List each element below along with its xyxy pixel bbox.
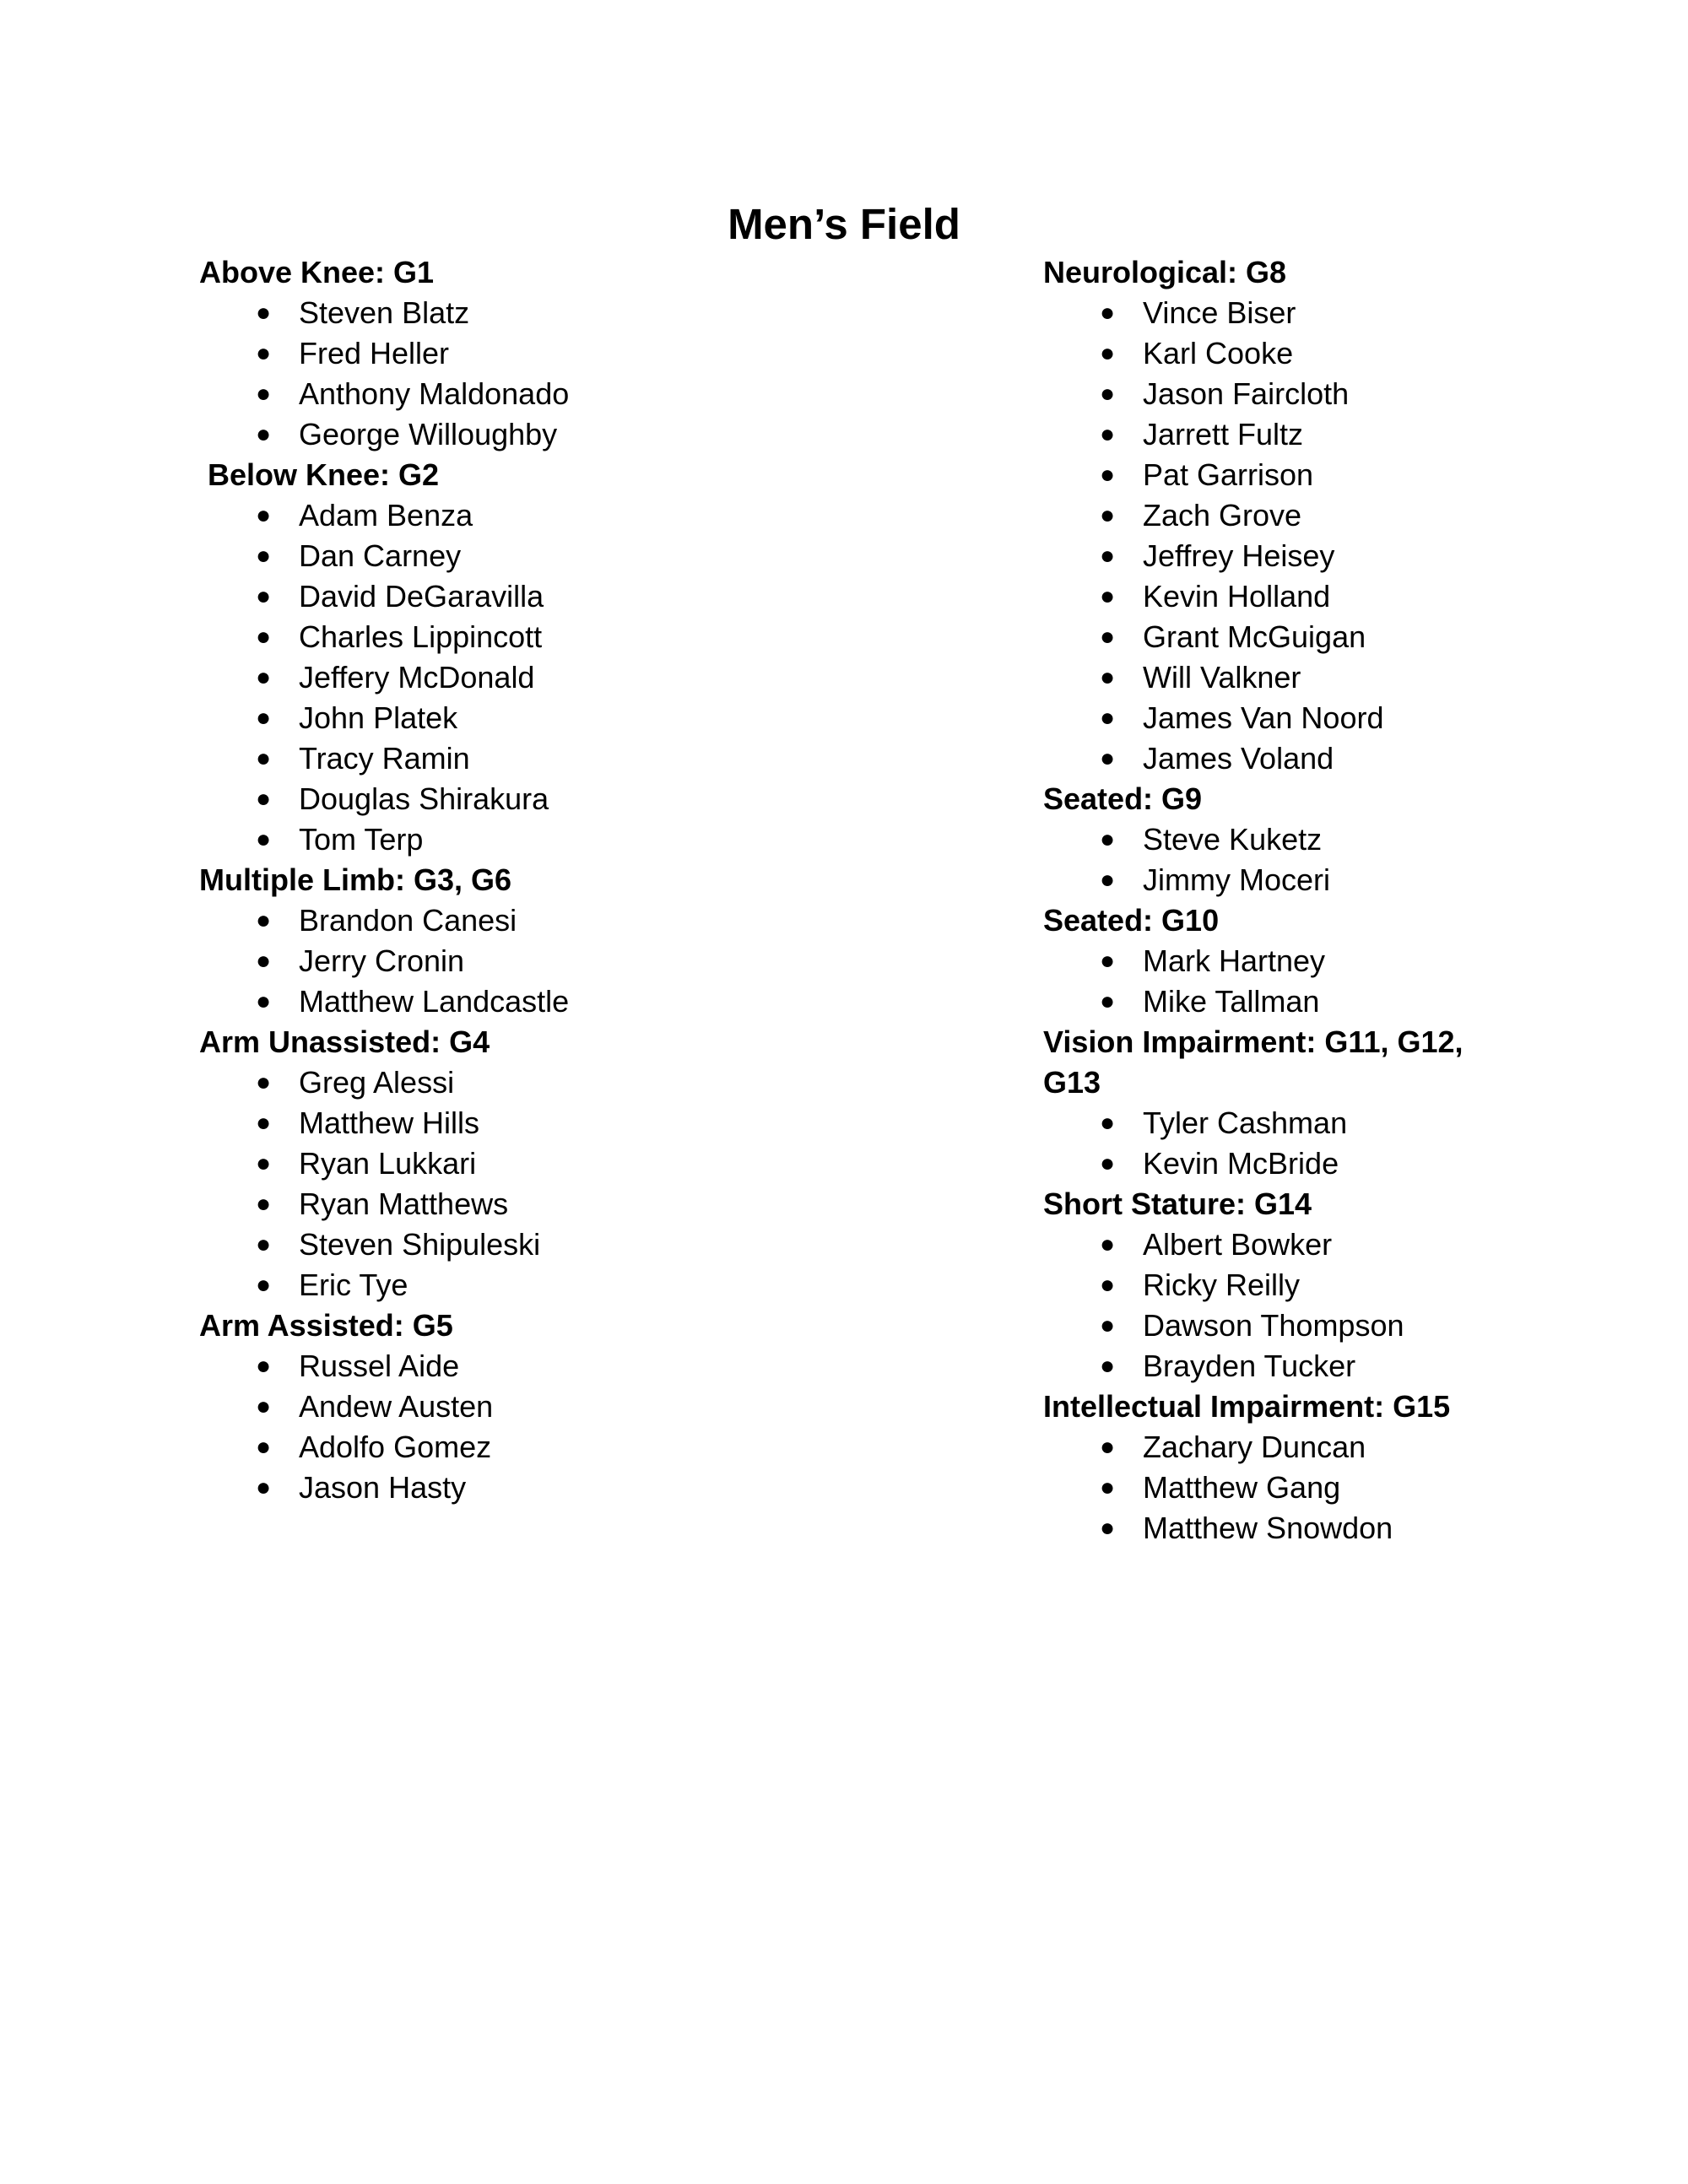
bullet-icon: ● [255, 1352, 272, 1380]
athlete-name: Jeffery McDonald [299, 660, 535, 695]
list-item [1043, 1427, 1516, 1468]
athlete-name: Zach Grove [1143, 498, 1302, 532]
group-heading: Neurological: G8 [1043, 255, 1287, 289]
list-item [1043, 374, 1516, 414]
athlete-name: Mike Tallman [1143, 984, 1320, 1019]
list-item [199, 698, 959, 738]
group-heading: Seated: G10 [1043, 903, 1220, 938]
classification-group [199, 252, 959, 455]
list-item [199, 1427, 959, 1468]
list-item [1043, 536, 1516, 576]
bullet-icon: ● [255, 663, 272, 691]
list-item [199, 495, 959, 536]
bullet-icon: ● [1099, 947, 1116, 975]
athlete-name: David DeGaravilla [299, 579, 544, 614]
athlete-name: Kevin McBride [1143, 1146, 1339, 1181]
bullet-icon: ● [255, 906, 272, 934]
athlete-name: Jason Hasty [299, 1470, 467, 1505]
bullet-icon: ● [255, 785, 272, 813]
classification-group [199, 1306, 959, 1508]
group-heading: Seated: G9 [1043, 781, 1203, 816]
list-item [1043, 1508, 1516, 1549]
bullet-icon: ● [1099, 380, 1116, 408]
list-item [1043, 1103, 1516, 1143]
athlete-name: Brandon Canesi [299, 903, 517, 938]
list-item [199, 414, 959, 455]
list-item [1043, 698, 1516, 738]
list-item [199, 1468, 959, 1508]
athlete-name: Jerry Cronin [299, 943, 465, 978]
right-column [1043, 252, 1516, 1549]
bullet-icon: ● [1099, 542, 1116, 570]
athlete-name: Grant McGuigan [1143, 619, 1366, 654]
bullet-icon: ● [1099, 663, 1116, 691]
athlete-name: Greg Alessi [299, 1065, 455, 1100]
classification-group [199, 455, 959, 860]
athlete-name: Matthew Snowdon [1143, 1511, 1393, 1545]
bullet-icon: ● [1099, 1230, 1116, 1258]
list-item [199, 1387, 959, 1427]
list-item [1043, 576, 1516, 617]
group-heading: Arm Assisted: G5 [199, 1308, 453, 1343]
bullet-icon: ● [1099, 704, 1116, 732]
classification-group [1043, 252, 1516, 779]
bullet-icon: ● [1099, 987, 1116, 1015]
athlete-name: Will Valkner [1143, 660, 1301, 695]
bullet-icon: ● [1099, 1271, 1116, 1299]
group-heading: Vision Impairment: G11, G12, G13 [1043, 1024, 1463, 1100]
classification-group [1043, 1387, 1516, 1549]
list-item [1043, 819, 1516, 860]
athlete-name: Pat Garrison [1143, 457, 1314, 492]
group-heading: Multiple Limb: G3, G6 [199, 862, 512, 897]
bullet-icon: ● [255, 1109, 272, 1137]
list-item [199, 819, 959, 860]
bullet-icon: ● [255, 1433, 272, 1461]
athlete-list [199, 900, 959, 1022]
group-heading: Arm Unassisted: G4 [199, 1024, 490, 1059]
bullet-icon: ● [1099, 623, 1116, 651]
athlete-name: Ricky Reilly [1143, 1268, 1301, 1302]
list-item [1043, 1468, 1516, 1508]
list-item [1043, 333, 1516, 374]
athlete-name: Albert Bowker [1143, 1227, 1333, 1262]
bullet-icon: ● [255, 623, 272, 651]
list-item [1043, 860, 1516, 900]
bullet-icon: ● [255, 1392, 272, 1420]
bullet-icon: ● [255, 744, 272, 772]
bullet-icon: ● [1099, 825, 1116, 853]
bullet-icon: ● [255, 299, 272, 327]
list-item [1043, 941, 1516, 981]
classification-group [199, 860, 959, 1022]
bullet-icon: ● [255, 339, 272, 367]
list-item [1043, 1224, 1516, 1265]
athlete-list [1043, 819, 1516, 900]
list-item [1043, 981, 1516, 1022]
athlete-name: Douglas Shirakura [299, 781, 549, 816]
bullet-icon: ● [255, 704, 272, 732]
athlete-name: Jimmy Moceri [1143, 862, 1330, 897]
athlete-list [199, 495, 959, 860]
bullet-icon: ● [255, 987, 272, 1015]
page-title: Men’s Field [728, 200, 960, 248]
list-item [1043, 1346, 1516, 1387]
list-item [1043, 657, 1516, 698]
bullet-icon: ● [1099, 1352, 1116, 1380]
athlete-name: Eric Tye [299, 1268, 408, 1302]
athlete-name: Anthony Maldonado [299, 376, 570, 411]
bullet-icon: ● [1099, 339, 1116, 367]
bullet-icon: ● [1099, 744, 1116, 772]
bullet-icon: ● [1099, 420, 1116, 448]
bullet-icon: ● [255, 420, 272, 448]
athlete-list [199, 1346, 959, 1508]
list-item [199, 1265, 959, 1306]
list-item [199, 374, 959, 414]
athlete-name: Kevin Holland [1143, 579, 1331, 614]
athlete-name: George Willoughby [299, 417, 558, 451]
athlete-name: Karl Cooke [1143, 336, 1294, 370]
athlete-list [1043, 1427, 1516, 1549]
bullet-icon: ● [1099, 461, 1116, 489]
athlete-list [1043, 941, 1516, 1022]
list-item [199, 293, 959, 333]
bullet-icon: ● [255, 825, 272, 853]
athlete-name: Jarrett Fultz [1143, 417, 1304, 451]
classification-group [1043, 900, 1516, 1022]
bullet-icon: ● [1099, 1149, 1116, 1177]
athlete-list [1043, 1103, 1516, 1184]
athlete-list [199, 1062, 959, 1306]
list-item [199, 333, 959, 374]
list-item [199, 981, 959, 1022]
list-item [1043, 1265, 1516, 1306]
athlete-name: Steve Kuketz [1143, 822, 1323, 857]
list-item [199, 1143, 959, 1184]
bullet-icon: ● [255, 1230, 272, 1258]
athlete-name: Brayden Tucker [1143, 1349, 1356, 1383]
list-item [1043, 617, 1516, 657]
list-item [199, 941, 959, 981]
athlete-name: Ryan Matthews [299, 1187, 509, 1221]
list-item [1043, 1306, 1516, 1346]
athlete-name: Adam Benza [299, 498, 473, 532]
list-item [199, 1224, 959, 1265]
list-item [199, 576, 959, 617]
athlete-list [1043, 1224, 1516, 1387]
bullet-icon: ● [255, 542, 272, 570]
bullet-icon: ● [255, 1271, 272, 1299]
bullet-icon: ● [255, 380, 272, 408]
athlete-name: Mark Hartney [1143, 943, 1326, 978]
bullet-icon: ● [255, 582, 272, 610]
list-item [199, 617, 959, 657]
bullet-icon: ● [1099, 1311, 1116, 1339]
athlete-name: Steven Blatz [299, 295, 470, 330]
athlete-list [199, 293, 959, 455]
athlete-name: Matthew Hills [299, 1106, 480, 1140]
group-heading: Below Knee: G2 [208, 457, 440, 492]
bullet-icon: ● [1099, 1109, 1116, 1137]
athlete-name: Matthew Landcastle [299, 984, 570, 1019]
bullet-icon: ● [255, 1473, 272, 1501]
bullet-icon: ● [1099, 1433, 1116, 1461]
athlete-name: Jason Faircloth [1143, 376, 1350, 411]
list-item [199, 657, 959, 698]
list-item [199, 738, 959, 779]
list-item [1043, 738, 1516, 779]
list-item [199, 900, 959, 941]
list-item [199, 779, 959, 819]
athlete-name: Andew Austen [299, 1389, 494, 1424]
list-item [1043, 1143, 1516, 1184]
classification-group [199, 1022, 959, 1306]
bullet-icon: ● [1099, 1473, 1116, 1501]
athlete-name: Dan Carney [299, 538, 462, 573]
bullet-icon: ● [1099, 1514, 1116, 1542]
left-column [199, 252, 959, 1508]
bullet-icon: ● [1099, 299, 1116, 327]
bullet-icon: ● [255, 1190, 272, 1218]
athlete-name: James Voland [1143, 741, 1334, 776]
bullet-icon: ● [255, 1149, 272, 1177]
list-item [199, 1062, 959, 1103]
list-item [199, 1346, 959, 1387]
group-heading: Intellectual Impairment: G15 [1043, 1389, 1451, 1424]
athlete-name: Matthew Gang [1143, 1470, 1341, 1505]
bullet-icon: ● [255, 1068, 272, 1096]
list-item [199, 536, 959, 576]
classification-group [1043, 779, 1516, 900]
group-heading: Short Stature: G14 [1043, 1187, 1312, 1221]
athlete-name: Tracy Ramin [299, 741, 470, 776]
athlete-name: Steven Shipuleski [299, 1227, 541, 1262]
bullet-icon: ● [1099, 582, 1116, 610]
athlete-name: Charles Lippincott [299, 619, 543, 654]
group-heading: Above Knee: G1 [199, 255, 435, 289]
list-item [199, 1184, 959, 1224]
athlete-name: Tom Terp [299, 822, 424, 857]
bullet-icon: ● [1099, 501, 1116, 529]
athlete-list [1043, 293, 1516, 779]
list-item [1043, 495, 1516, 536]
list-item [199, 1103, 959, 1143]
list-item [1043, 414, 1516, 455]
bullet-icon: ● [255, 501, 272, 529]
classification-group [1043, 1022, 1516, 1184]
athlete-name: John Platek [299, 700, 458, 735]
athlete-name: James Van Noord [1143, 700, 1384, 735]
athlete-name: Dawson Thompson [1143, 1308, 1404, 1343]
classification-group [1043, 1184, 1516, 1387]
athlete-name: Vince Biser [1143, 295, 1296, 330]
athlete-name: Fred Heller [299, 336, 450, 370]
bullet-icon: ● [255, 947, 272, 975]
athlete-name: Ryan Lukkari [299, 1146, 477, 1181]
athlete-name: Adolfo Gomez [299, 1430, 492, 1464]
list-item [1043, 455, 1516, 495]
athlete-name: Jeffrey Heisey [1143, 538, 1335, 573]
athlete-name: Russel Aide [299, 1349, 460, 1383]
athlete-name: Zachary Duncan [1143, 1430, 1366, 1464]
bullet-icon: ● [1099, 866, 1116, 894]
athlete-name: Tyler Cashman [1143, 1106, 1348, 1140]
list-item [1043, 293, 1516, 333]
